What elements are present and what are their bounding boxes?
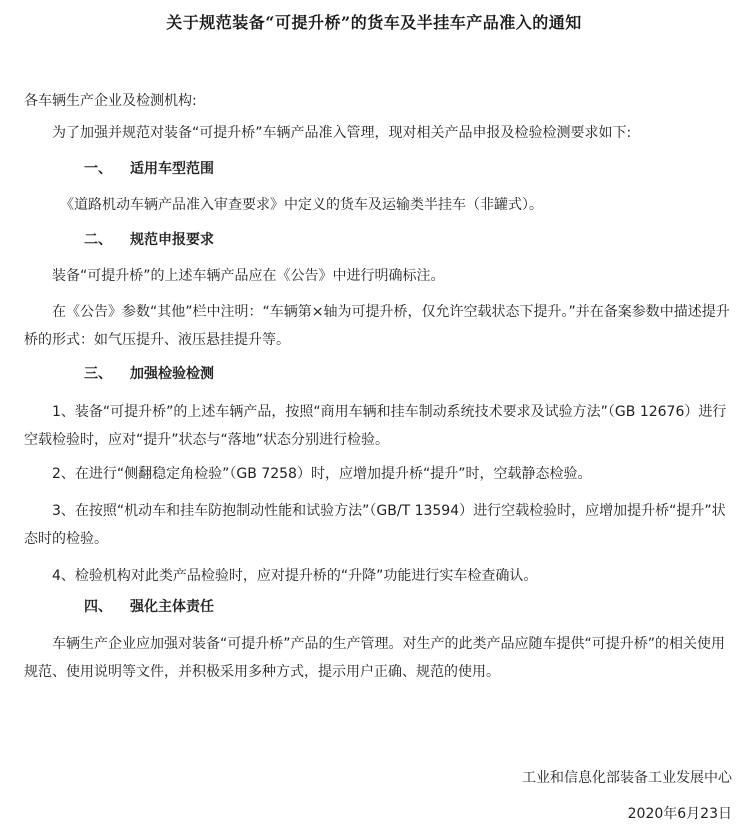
section-3-paragraph-1: 1、装备“可提升桥”的上述车辆产品，按照“商用车辆和挂车制动系统技术要求及试验方法”（GB 12676）进行空载检验时，应对“提升”状态与“落地”状态分别进行检验。 — [24, 404, 727, 448]
section-4-paragraph-1: 车辆生产企业应加强对装备“可提升桥”产品的生产管理。对生产的此类产品应随车提供“可提升桥”的相关使用规范、使用说明等文件，并积极采用多种方式，提示用户正确、规范的使用。 — [24, 636, 726, 680]
section-3-paragraph-2: 2、在进行“侧翻稳定角检验”（GB 7258）时，应增加提升桥“提升”时，空载静态检验。 — [52, 466, 592, 482]
section-3-title: 加强检验检测 — [130, 366, 214, 382]
section-3-heading — [84, 363, 214, 385]
section-2-title: 规范申报要求 — [130, 232, 214, 248]
signature-date: 2020年6月23日 — [627, 806, 732, 822]
section-2-number: 二、 — [84, 232, 112, 248]
section-1-heading — [84, 158, 214, 180]
section-1-number: 一、 — [84, 161, 112, 177]
section-3-paragraph-4: 4、检验机构对此类产品检验时，应对提升桥的“升降”功能进行实车检查确认。 — [52, 568, 538, 584]
section-4-title: 强化主体责任 — [130, 599, 214, 615]
section-2-paragraph-2: 在《公告》参数“其他”栏中注明：“车辆第×轴为可提升桥，仅允许空载状态下提升。”并在备案参数中描述提升桥的形式：如气压提升、液压悬挂提升等。 — [24, 304, 730, 348]
section-2-heading — [84, 229, 214, 251]
section-4-number: 四、 — [84, 599, 112, 615]
salutation: 各车辆生产企业及检测机构: — [24, 93, 197, 109]
section-3-paragraph-3: 3、在按照“机动车和挂车防抱制动性能和试验方法”（GB/T 13594）进行空载检验时，应增加提升桥“提升”状态时的检验。 — [24, 503, 726, 547]
section-4-heading — [84, 596, 214, 618]
signature-issuer: 工业和信息化部装备工业发展中心 — [522, 770, 732, 786]
section-1-paragraph-1: 《道路机动车辆产品准入审查要求》中定义的货车及运输类半挂车（非罐式）。 — [60, 197, 543, 213]
document-title: 关于规范装备“可提升桥”的货车及半挂车产品准入的通知 — [166, 13, 582, 32]
intro-paragraph: 为了加强并规范对装备“可提升桥”车辆产品准入管理，现对相关产品申报及检验检测要求如下: — [52, 125, 632, 141]
section-2-paragraph-1: 装备“可提升桥”的上述车辆产品应在《公告》中进行明确标注。 — [52, 268, 445, 284]
section-3-number: 三、 — [84, 366, 112, 382]
section-1-title: 适用车型范围 — [130, 161, 214, 177]
